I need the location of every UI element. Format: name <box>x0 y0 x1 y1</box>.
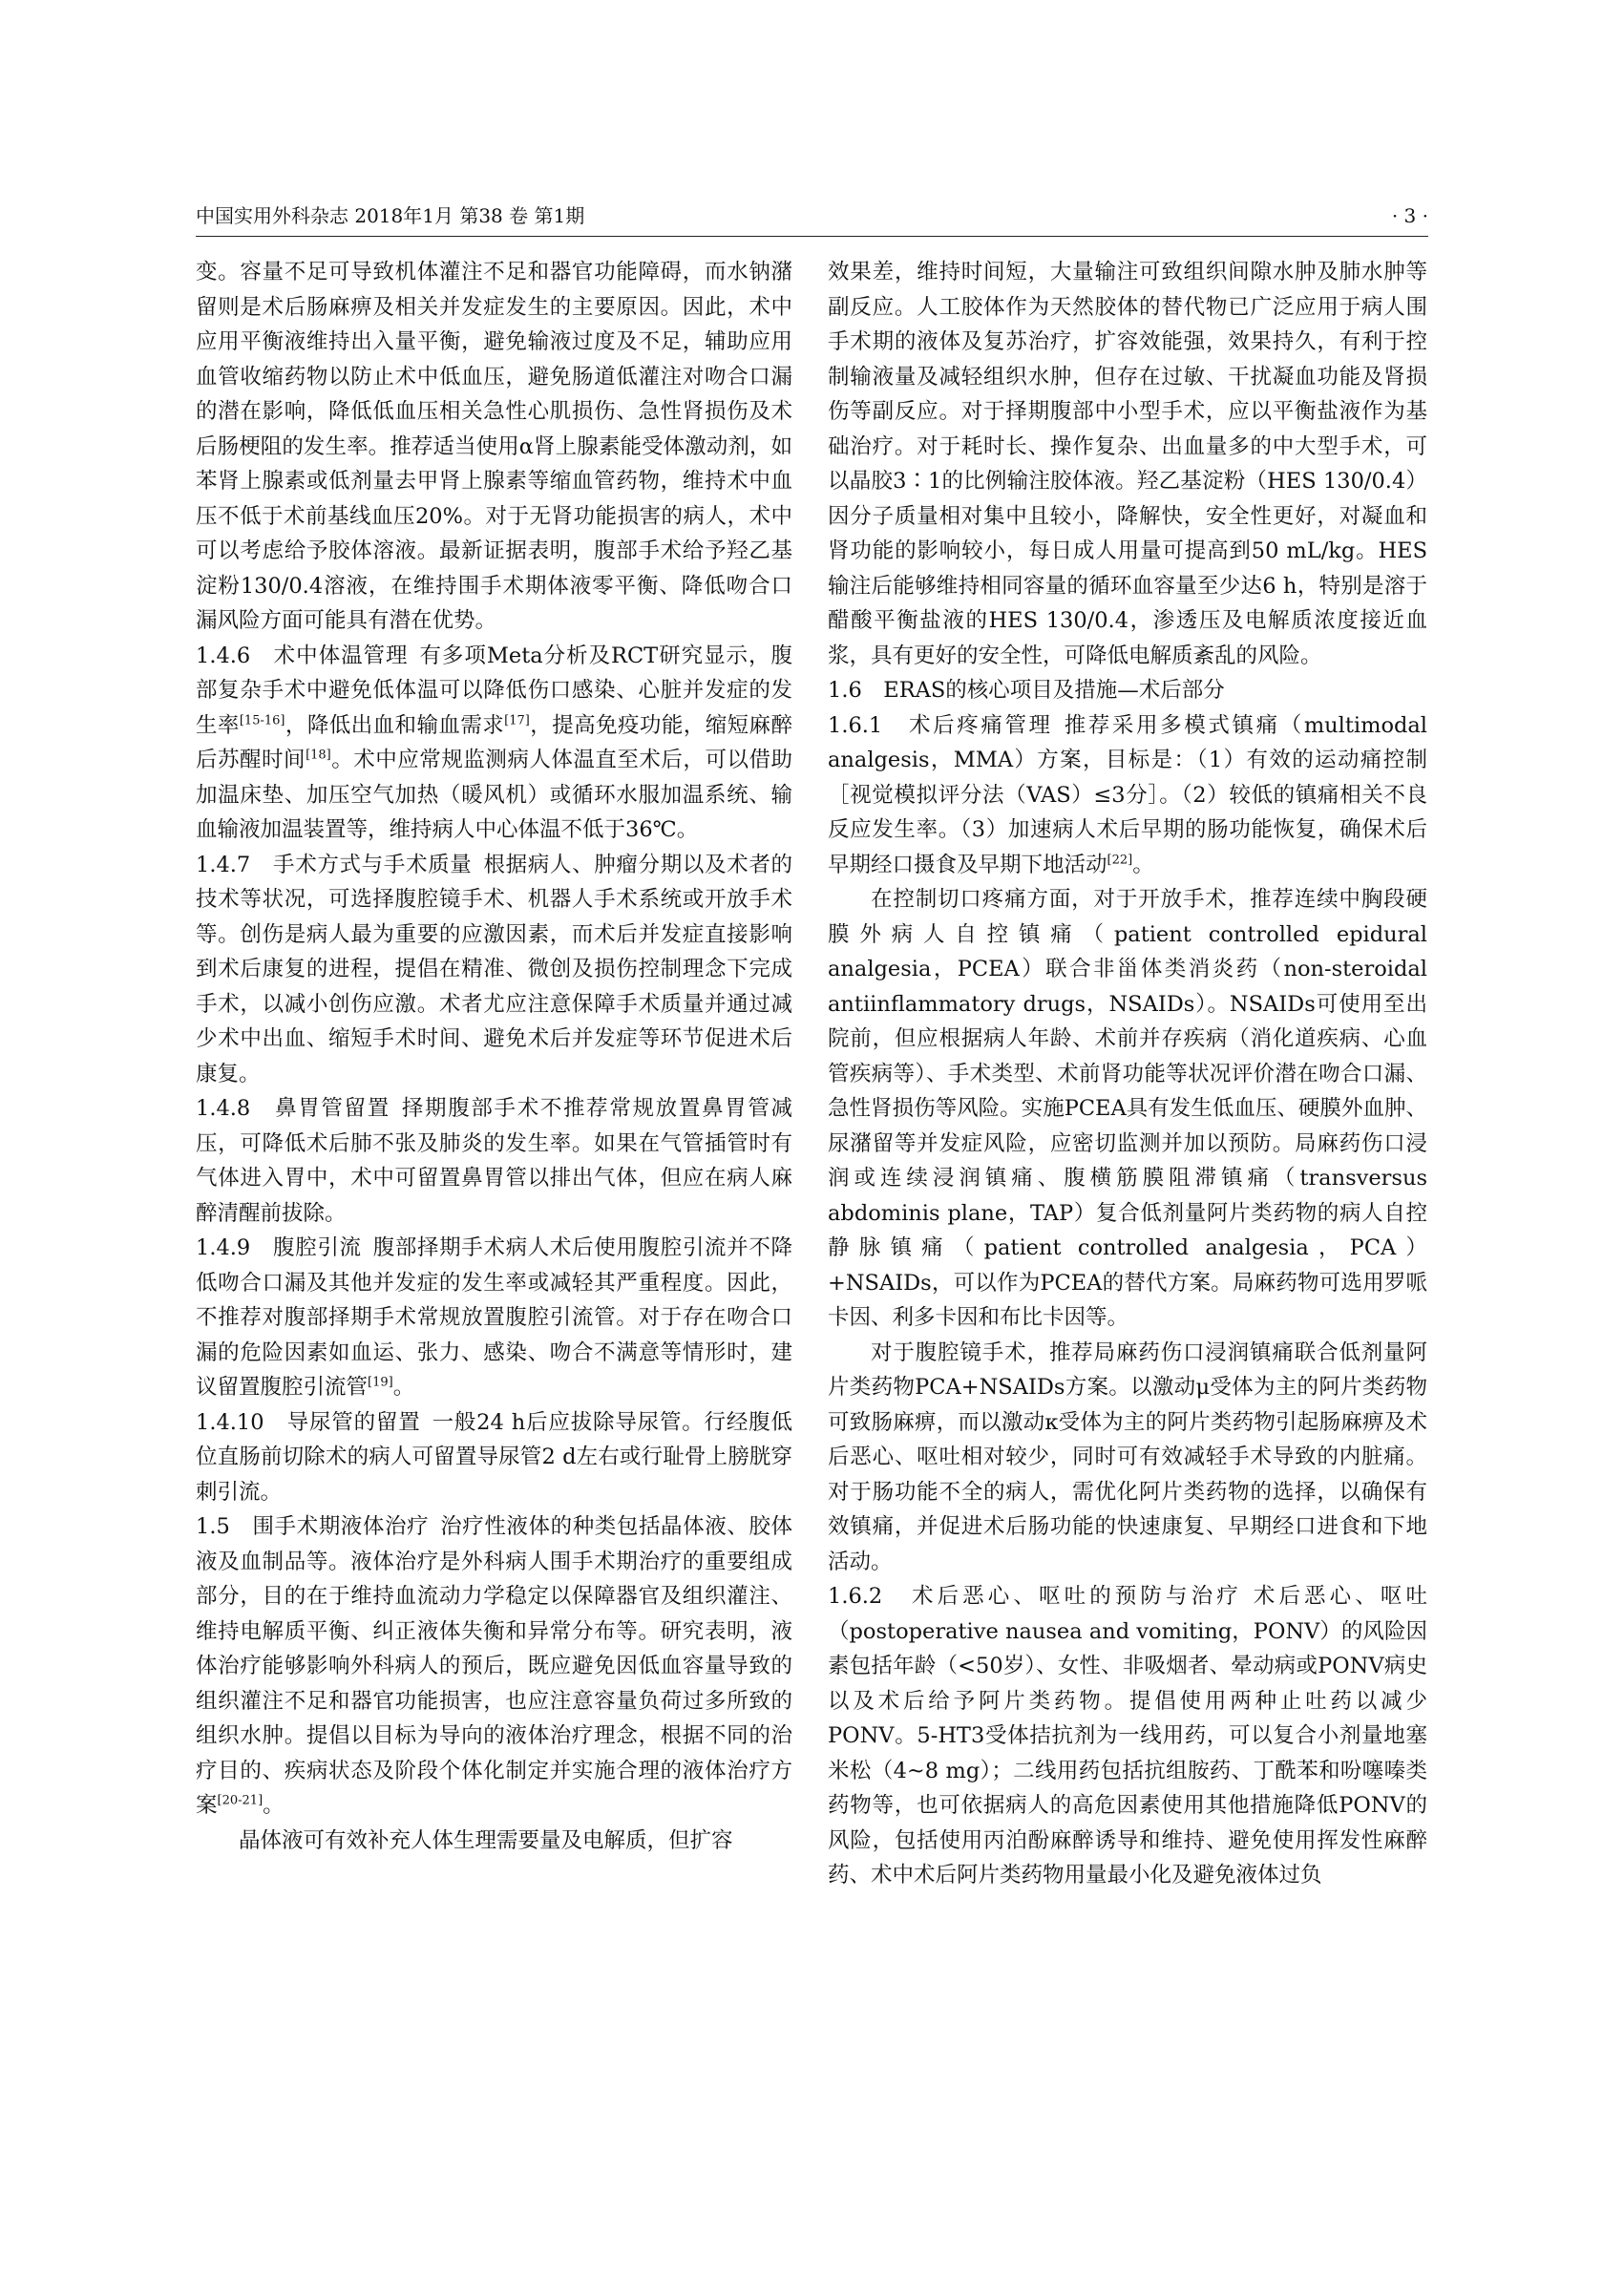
paragraph-laparoscopic-pain: 对于腹腔镜手术，推荐局麻药伤口浸润镇痛联合低剂量阿片类药物PCA+NSAIDs方案。以激动μ受体为主的阿片类药物可致肠麻痹，而以激动κ受体为主的阿片类药物引起肠麻痹及术后恶心、呕吐相对较少，同时可有效减轻手术导致的内脏痛。对于肠功能不全的病人，需优化阿片类药物的选择，以确保有效镇痛，并促进术后肠功能的快速康复、早期经口进食和下地活动。 <box>828 1339 1427 1574</box>
section-title: 1.5 围手术期液体治疗 <box>196 1514 430 1539</box>
section-1-4-6: 1.4.6 术中体温管理 有多项Meta分析及RCT研究显示，腹部复杂手术中避免低体温可以降低伤口感染、心脏并发症的发生率[15-16]，降低出血和输血需求[17]，提高免疫功能，缩短麻醉后苏醒时间[18]。术中应常规监测病人体温直至术后，可以借助加温床垫、加压空气加热（暖风机）或循环水服加温系统、输血输液加温装置等，维持病人中心体温不低于36℃。 <box>196 643 792 842</box>
citation: [15-16] <box>239 713 285 728</box>
citation: [19] <box>368 1375 393 1390</box>
page-number: · 3 · <box>1391 204 1428 227</box>
section-1-4-9: 1.4.9 腹腔引流 腹部择期手术病人术后使用腹腔引流并不降低吻合口漏及其他并发症的发生率或减轻其严重程度。因此，不推荐对腹部择期手术常规放置腹腔引流管。对于存在吻合口漏的危险因素如血运、张力、感染、吻合不满意等情形时，建议留置腹腔引流管[19]。 <box>196 1235 792 1400</box>
section-title: 1.4.7 手术方式与手术质量 <box>196 852 473 877</box>
paragraph-crystalloid: 晶体液可有效补充人体生理需要量及电解质，但扩容 <box>239 1827 733 1853</box>
section-1-5: 1.5 围手术期液体治疗 治疗性液体的种类包括晶体液、胶体液及血制品等。液体治疗是外科病人围手术期治疗的重要组成部分，目的在于维持血流动力学稳定以保障器官及组织灌注、维持电解质平衡、纠正液体失衡和异常分布等。研究表明，液体治疗能够影响外科病人的预后，既应避免因低血容量导致的组织灌注不足和器官功能损害，也应注意容量负荷过多所致的组织水肿。提倡以目标为导向的液体治疗理念，根据不同的治疗目的、疾病状态及阶段个体化制定并实施合理的液体治疗方案[20-21]。 <box>196 1514 792 1818</box>
citation: [17] <box>504 713 530 728</box>
paragraph-fluid-continuation: 变。容量不足可导致机体灌注不足和器官功能障碍，而水钠潴留则是术后肠麻痹及相关并发症发生的主要原因。因此，术中应用平衡液维持出入量平衡，避免输液过度及不足，辅助应用血管收缩药物以防止术中低血压，避免肠道低灌注对吻合口漏的潜在影响，降低低血压相关急性心肌损伤、急性肾损伤及术后肠梗阻的发生率。推荐适当使用α肾上腺素能受体激动剂，如苯肾上腺素或低剂量去甲肾上腺素等缩血管药物，维持术中血压不低于术前基线血压20%。对于无肾功能损害的病人，术中可以考虑给予胶体溶液。最新证据表明，腹部手术给予羟乙基淀粉130/0.4溶液，在维持围手术期体液零平衡、降低吻合口漏风险方面可能具有潜在优势。 <box>196 260 792 633</box>
paragraph-colloid: 效果差，维持时间短，大量输注可致组织间隙水肿及肺水肿等副反应。人工胶体作为天然胶体的替代物已广泛应用于病人围手术期的液体及复苏治疗，扩容效能强，效果持久，有利于控制输液量及减轻组织水肿，但存在过敏、干扰凝血功能及肾损伤等副反应。对于择期腹部中小型手术，应以平衡盐液作为基础治疗。对于耗时长、操作复杂、出血量多的中大型手术，可以晶胶3∶1的比例输注胶体液。羟乙基淀粉（HES 130/0.4）因分子质量相对集中且较小，降解快，安全性更好，对凝血和肾功能的影响较小，每日成人用量可提高到50 mL/kg。HES输注后能够维持相同容量的循环血容量至少达6 h，特别是溶于醋酸平衡盐液的HES 130/0.4，渗透压及电解质浓度接近血浆，具有更好的安全性，可降低电解质紊乱的风险。 <box>828 260 1427 668</box>
section-title: 1.6.2 术后恶心、呕吐的预防与治疗 <box>828 1584 1242 1609</box>
section-1-4-8: 1.4.8 鼻胃管留置 择期腹部手术不推荐常规放置鼻胃管减压，可降低术后肺不张及肺炎的发生率。如果在气管插管时有气体进入胃中，术中可留置鼻胃管以排出气体，但应在病人麻醉清醒前拔除。 <box>196 1096 792 1226</box>
section-1-6-2: 1.6.2 术后恶心、呕吐的预防与治疗 术后恶心、呕吐（postoperative nausea and vomiting，PONV）的风险因素包括年龄（<50岁）、女性、非吸烟者、晕动病或PONV病史以及术后给予阿片类药物。提倡使用两种止吐药以减少PONV。5-HT3受体拮抗剂为一线用药，可以复合小剂量地塞米松（4~8 mg）；二线用药包括抗组胺药、丁酰苯和吩噻嗪类药物等，也可依据病人的高危因素使用其他措施降低PONV的风险，包括使用丙泊酚麻醉诱导和维持、避免使用挥发性麻醉药、术中术后阿片类药物用量最小化及避免液体过负 <box>828 1584 1427 1888</box>
citation: [18] <box>306 748 331 763</box>
citation: [20-21] <box>217 1793 264 1808</box>
section-title: 1.4.6 术中体温管理 <box>196 643 409 668</box>
section-title: 1.4.10 导尿管的留置 <box>196 1409 421 1435</box>
paragraph-incision-pain: 在控制切口疼痛方面，对于开放手术，推荐连续中胸段硬膜外病人自控镇痛（patient controlled epidural analgesia，PCEA）联合非甾体类消炎药（non-steroidal antiinflammatory drugs，NSAIDs）。NSAIDs可使用至出院前，但应根据病人年龄、术前并存疾病（消化道疾病、心血管疾病等）、手术类型、术前肾功能等状况评价潜在吻合口漏、急性肾损伤等风险。实施PCEA具有发生低血压、硬膜外血肿、尿潴留等并发症风险，应密切监测并加以预防。局麻药伤口浸润或连续浸润镇痛、腹横筋膜阻滞镇痛（transversus abdominis plane，TAP）复合低剂量阿片类药物的病人自控静脉镇痛（patient controlled analgesia，PCA）+NSAIDs，可以作为PCEA的替代方案。局麻药物可选用罗哌卡因、利多卡因和布比卡因等。 <box>828 887 1427 1330</box>
section-1-6-1: 1.6.1 术后疼痛管理 推荐采用多模式镇痛（multimodal analgesis，MMA）方案，目标是：（1）有效的运动痛控制［视觉模拟评分法（VAS）≤3分］。（2）较低的镇痛相关不良反应发生率。（3）加速病人术后早期的肠功能恢复，确保术后早期经口摄食及早期下地活动[22]。 <box>828 712 1427 877</box>
section-1-4-7: 1.4.7 手术方式与手术质量 根据病人、肿瘤分期以及术者的技术等状况，可选择腹腔镜手术、机器人手术系统或开放手术等。创伤是病人最为重要的应激因素，而术后并发症直接影响到术后康复的进程，提倡在精准、微创及损伤控制理念下完成手术，以减小创伤应激。术者尤应注意保障手术质量并通过减少术中出血、缩短手术时间、避免术后并发症等环节促进术后康复。 <box>196 852 792 1086</box>
running-header <box>196 203 1428 237</box>
section-1-4-10: 1.4.10 导尿管的留置 一般24 h后应拔除导尿管。行经腹低位直肠前切除术的病人可留置导尿管2 d左右或行耻骨上膀胱穿刺引流。 <box>196 1409 792 1505</box>
left-column <box>196 255 792 1858</box>
citation: [22] <box>1107 853 1133 867</box>
journal-info: 中国实用外科杂志 2018年1月 第38 卷 第1期 <box>196 204 585 227</box>
section-1-6-heading: 1.6 ERAS的核心项目及措施—术后部分 <box>828 678 1225 703</box>
section-title: 1.4.9 腹腔引流 <box>196 1235 362 1260</box>
section-title: 1.4.8 鼻胃管留置 <box>196 1096 390 1121</box>
right-column <box>828 255 1427 1893</box>
section-title: 1.6.1 术后疼痛管理 <box>828 712 1053 738</box>
